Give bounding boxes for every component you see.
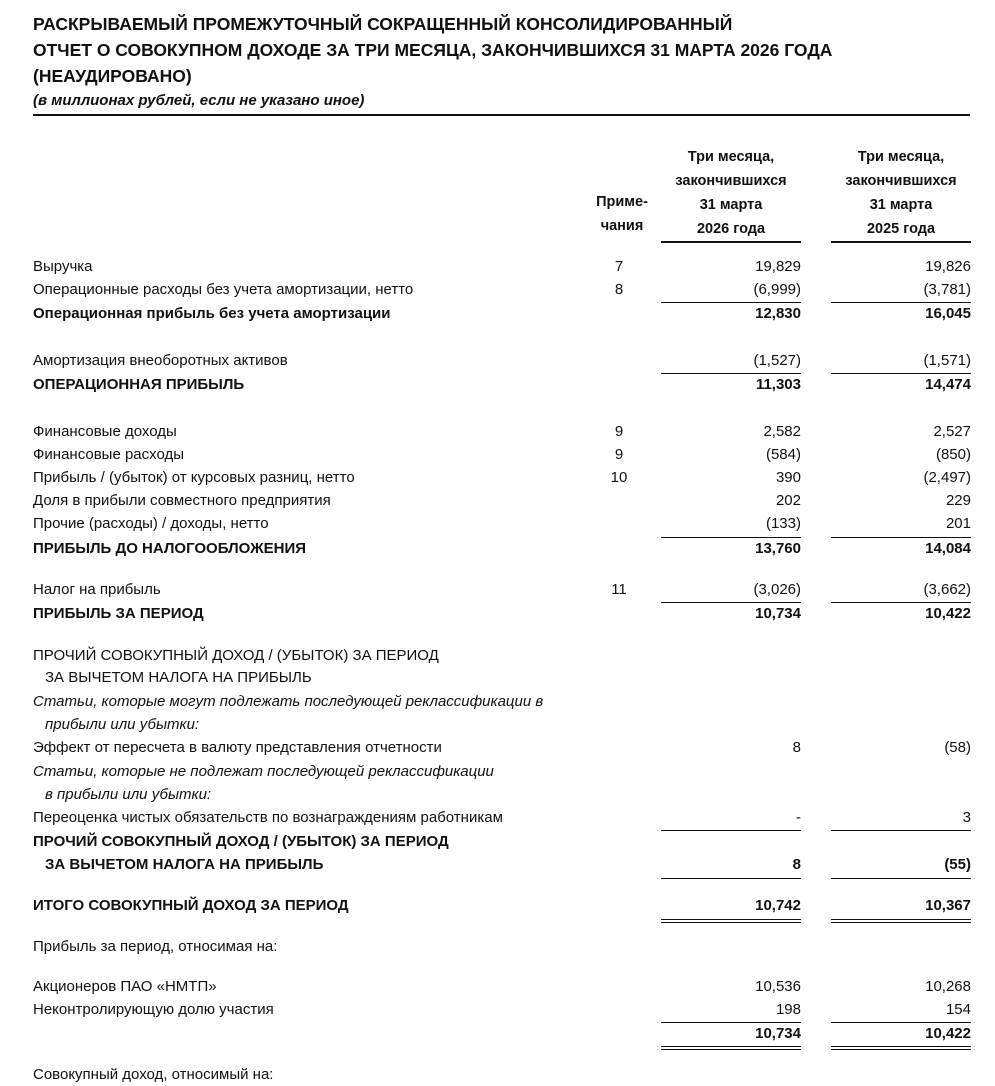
row-label: Прибыль за период, относимая на: [33,938,278,955]
row-reclass-heading-2 [0,713,995,736]
row-other-net [0,512,995,535]
row-label: Неконтролирующую долю участия [33,1001,274,1018]
row-opex [0,278,995,301]
row-label: ПРОЧИЙ СОВОКУПНЫЙ ДОХОД / (УБЫТОК) ЗА ПЕРИОД [33,833,449,850]
row-note: 11 [611,581,627,598]
value-2025: 16,045 [925,305,971,322]
row-label: Финансовые доходы [33,423,177,440]
value-2026: 8 [792,739,801,756]
row-label: Акционеров ПАО «НМТП» [33,978,217,995]
double-rule [661,919,801,920]
row-label: Доля в прибыли совместного предприятия [33,492,331,509]
row-attributable-total [0,1022,995,1045]
row-label: в прибыли или убытки: [45,786,212,803]
title-line-2: ОТЧЕТ О СОВОКУПНОМ ДОХОДЕ ЗА ТРИ МЕСЯЦА, ЗАКОНЧИВШИХСЯ 31 МАРТА 2026 ГОДА [33,40,833,60]
value-2025: 2,527 [933,423,971,440]
value-2025: 14,474 [925,376,971,393]
title-line-1: РАСКРЫВАЕМЫЙ ПРОМЕЖУТОЧНЫЙ СОКРАЩЕННЫЙ КОНСОЛИДИРОВАННЫЙ [33,14,733,34]
value-2025: (58) [944,739,971,756]
row-label: Статьи, которые могут подлежать последующей реклассификации в [33,693,544,710]
row-oci-total [0,830,995,853]
report-title [33,11,973,89]
header-2026 [661,145,801,243]
value-2026: 8 [792,856,801,873]
row-profit-attributable-heading [0,935,995,958]
row-oci-heading-2 [0,666,995,689]
row-label: Эффект от пересчета в валюту представления отчетности [33,739,442,756]
row-ebitda [0,302,995,325]
header-2026-line: 31 марта [699,197,763,213]
row-label: ЗА ВЫЧЕТОМ НАЛОГА НА ПРИБЫЛЬ [45,856,324,873]
header-2025 [831,145,971,243]
row-nci [0,998,995,1021]
value-2026: 10,734 [755,605,801,622]
row-fx-differences [0,466,995,489]
value-2026: (584) [765,446,801,463]
row-profit-for-period [0,602,995,625]
value-2025: 19,826 [925,258,971,275]
double-rule [831,919,971,920]
row-operating-profit [0,373,995,396]
row-total-comprehensive-income [0,894,995,917]
value-2026: (1,527) [753,352,801,369]
double-rule [831,1049,971,1050]
value-2025: 201 [945,515,971,532]
row-remeasurement [0,806,995,829]
row-oci-total-2 [0,853,995,876]
row-label: Прибыль / (убыток) от курсовых разниц, нетто [33,469,355,486]
row-label: Операционные расходы без учета амортизации, нетто [33,281,414,298]
header-2025-line: 31 марта [869,197,933,213]
subtotal-rule [661,878,801,879]
value-2026: 202 [775,492,801,509]
value-2026: 198 [775,1001,801,1018]
row-label: Статьи, которые не подлежат последующей реклассификации [33,763,494,780]
value-2025: 154 [945,1001,971,1018]
row-label: Амортизация внеоборотных активов [33,352,288,369]
subtotal-rule [831,878,971,879]
row-note: 9 [614,423,624,440]
value-2026: (3,026) [753,581,801,598]
value-2026: 12,830 [755,305,801,322]
value-2026: 10,536 [755,978,801,995]
row-note: 7 [614,258,624,275]
value-2026: (133) [765,515,801,532]
row-income-tax [0,578,995,601]
value-2026: 390 [775,469,801,486]
row-reclass-heading [0,690,995,713]
row-depreciation [0,349,995,372]
double-rule [831,1046,971,1047]
header-notes-line: чания [600,218,644,234]
row-label: Налог на прибыль [33,581,161,598]
row-note: 8 [614,281,624,298]
row-no-reclass-heading-2 [0,783,995,806]
row-label: Совокупный доход, относимый на: [33,1066,274,1083]
value-2025: 10,268 [925,978,971,995]
header-2025-line: закончившихся [845,173,957,189]
double-rule [661,922,801,923]
value-2025: (55) [944,856,971,873]
header-2025-line: 2025 года [831,217,971,243]
value-2026: 19,829 [755,258,801,275]
header-2025-line: Три месяца, [857,149,945,165]
value-2025: 10,367 [925,897,971,914]
row-finance-income [0,420,995,443]
units-subtitle: (в миллионах рублей, если не указано иное) [33,90,970,116]
row-shareholders [0,975,995,998]
double-rule [831,922,971,923]
value-2025: 10,422 [925,1025,971,1042]
value-2025: (1,571) [923,352,971,369]
row-finance-costs [0,443,995,466]
title-line-3: (НЕАУДИРОВАНО) [33,66,192,86]
row-label: ОПЕРАЦИОННАЯ ПРИБЫЛЬ [33,376,245,393]
row-label: ПРИБЫЛЬ ЗА ПЕРИОД [33,605,204,622]
row-label: ЗА ВЫЧЕТОМ НАЛОГА НА ПРИБЫЛЬ [45,669,312,686]
value-2026: (6,999) [753,281,801,298]
header-2026-line: 2026 года [661,217,801,243]
row-label: Операционная прибыль без учета амортизации [33,305,391,322]
row-jv-share [0,489,995,512]
header-2026-line: Три месяца, [687,149,775,165]
row-label: Финансовые расходы [33,446,185,463]
value-2026: 2,582 [763,423,801,440]
value-2026: 11,303 [755,376,801,393]
value-2025: 10,422 [925,605,971,622]
row-label: Прочие (расходы) / доходы, нетто [33,515,269,532]
row-note: 9 [614,446,624,463]
double-rule [661,1046,801,1047]
double-rule [661,1049,801,1050]
value-2025: 229 [945,492,971,509]
row-no-reclass-heading [0,760,995,783]
value-2025: (3,781) [923,281,971,298]
value-2025: 14,084 [925,540,971,557]
row-label: ПРИБЫЛЬ ДО НАЛОГООБЛОЖЕНИЯ [33,540,307,557]
row-note: 10 [610,469,628,486]
value-2026: - [796,809,801,826]
value-2025: (2,497) [923,469,971,486]
row-oci-heading [0,644,995,667]
row-label: Выручка [33,258,93,275]
row-label: ИТОГО СОВОКУПНЫЙ ДОХОД ЗА ПЕРИОД [33,897,349,914]
row-comprehensive-attributable-heading [0,1063,995,1086]
row-label: ПРОЧИЙ СОВОКУПНЫЙ ДОХОД / (УБЫТОК) ЗА ПЕРИОД [33,647,439,664]
value-2026: 10,742 [755,897,801,914]
row-profit-before-tax [0,537,995,560]
header-notes-line: Приме- [596,194,648,210]
row-label: Переоценка чистых обязательств по вознаграждениям работникам [33,809,503,826]
row-revenue [0,255,995,278]
value-2026: 13,760 [755,540,801,557]
header-notes [582,190,662,238]
row-label: прибыли или убытки: [45,716,200,733]
row-translation-effect [0,736,995,759]
value-2026: 10,734 [755,1025,801,1042]
header-2026-line: закончившихся [675,173,787,189]
value-2025: 3 [962,809,971,826]
value-2025: (3,662) [923,581,971,598]
value-2025: (850) [935,446,971,463]
